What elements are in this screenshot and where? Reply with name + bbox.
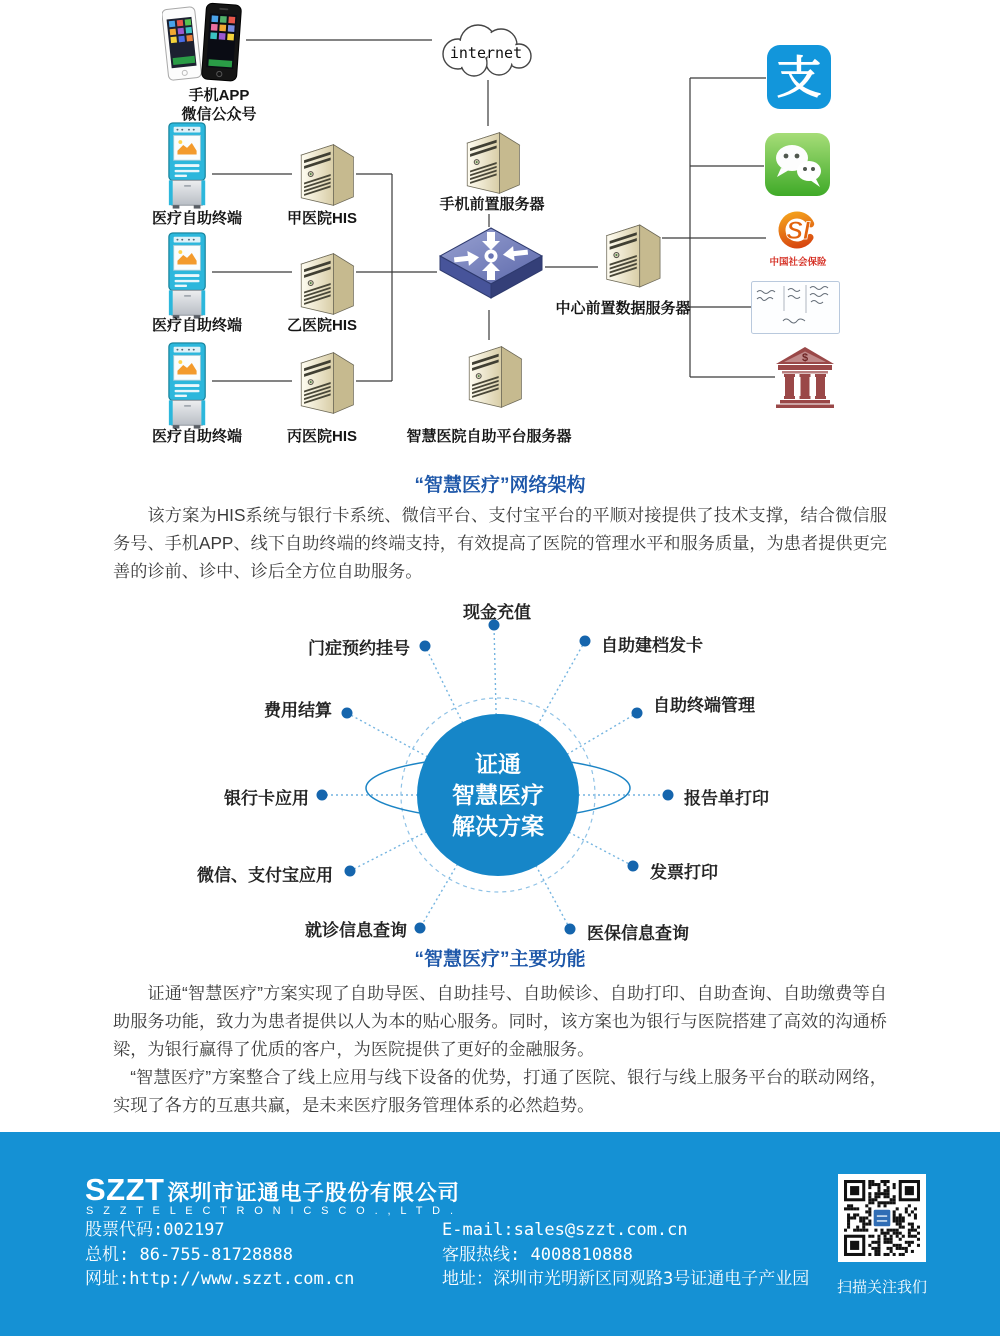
stock-code: 股票代码:002197 — [85, 1220, 225, 1240]
closing-paragraph-1: 证通“智慧医疗”方案实现了自助导医、自助挂号、自助候诊、自助打印、自助查询、自助缴费等自助服务功能，致力为患者提供以人为本的贴心服务。同时，该方案也为银行与医院搭建了高效的沟通桥梁，为银行赢得了优质的客户，为医院提供了更好的金融服务。 — [113, 983, 887, 1059]
service-hotline: 客服热线: 4008810888 — [442, 1244, 633, 1265]
platform-server-label: 智慧医院自助平台服务器 — [406, 428, 572, 445]
company-name-cn: 深圳市证通电子股份有限公司 — [167, 1181, 461, 1205]
social-insurance-label: 中国社会保险 — [769, 257, 827, 268]
network-caption: “智慧医疗”网络架构 — [414, 475, 586, 496]
bank-dollar-glyph: $ — [801, 352, 809, 364]
phone-label-line1: 手机APP — [188, 87, 250, 104]
terminal-label-3: 医疗自助终端 — [151, 428, 243, 445]
mobile-front-server-icon — [458, 126, 522, 200]
company-logo — [85, 1172, 460, 1208]
email-address: E-mail:sales@szzt.com.cn — [442, 1220, 688, 1240]
self-service-kiosk-icon — [164, 342, 212, 430]
center-data-server-label: 中心前置数据服务器 — [555, 300, 691, 317]
feature-appointment-registration: 门症预约挂号 — [308, 639, 410, 658]
social-insurance-icon — [763, 208, 833, 268]
svg-text:SI: SI — [786, 217, 810, 245]
hub-center-line2: 智慧医疗 — [452, 781, 544, 808]
alipay-icon — [766, 44, 832, 110]
website-url: 网址:http://www.szzt.com.cn — [85, 1269, 355, 1289]
feature-self-card-issuing: 自助建档发卡 — [601, 636, 703, 655]
hub-center-line3: 解决方案 — [452, 812, 544, 839]
logo-szzt-text: SZZT — [85, 1172, 165, 1207]
self-service-kiosk-icon — [164, 232, 212, 320]
handwritten-notes-icon — [751, 281, 840, 334]
feature-insurance-info-query: 医保信息查询 — [587, 924, 689, 943]
phone-label-line2: 微信公众号 — [181, 106, 257, 123]
wechat-icon — [764, 132, 831, 197]
internet-label: internet — [449, 44, 523, 62]
footer — [0, 1132, 1000, 1336]
network-switch-icon — [438, 226, 544, 310]
his-label-3: 丙医院HIS — [286, 428, 358, 445]
feature-wechat-alipay-app: 微信、支付宝应用 — [197, 866, 333, 885]
phone-label — [181, 86, 256, 124]
hub-caption: “智慧医疗”主要功能 — [414, 949, 586, 970]
intro-paragraph: 该方案为HIS系统与银行卡系统、微信平台、支付宝平台的平顺对接提供了技术支撑，结合微信服务号、手机APP、线下自助终端的终端支持，有效提高了医院的管理水平和服务质量，为患者提供更完善的诊前、诊中、诊后全方位自助服务。 — [113, 505, 887, 581]
his-server-icon — [292, 346, 356, 420]
his-server-icon — [292, 138, 356, 212]
feature-report-printing: 报告单打印 — [684, 789, 769, 808]
his-label-2: 乙医院HIS — [286, 317, 358, 334]
feature-invoice-printing: 发票打印 — [650, 863, 718, 882]
hub-center-line1: 证通 — [475, 750, 521, 777]
terminal-label-2: 医疗自助终端 — [151, 317, 243, 334]
self-service-kiosk-icon — [164, 122, 212, 210]
platform-server-icon — [460, 340, 524, 414]
alipay-glyph: 支 — [776, 52, 822, 103]
feature-cash-recharge: 现金充值 — [463, 603, 531, 622]
terminal-label-1: 医疗自助终端 — [151, 210, 243, 227]
company-address: 地址：深圳市光明新区同观路3号证通电子产业园 — [442, 1269, 810, 1289]
his-label-1: 甲医院HIS — [286, 210, 358, 227]
mobile-front-server-label: 手机前置服务器 — [439, 196, 545, 213]
qr-code — [838, 1174, 926, 1262]
feature-bank-card-app: 银行卡应用 — [224, 789, 309, 808]
feature-visit-info-query: 就诊信息查询 — [305, 921, 407, 940]
qr-caption: 扫描关注我们 — [836, 1279, 927, 1296]
internet-cloud-icon — [432, 16, 540, 80]
phone-number: 总机: 86-755-81728888 — [85, 1244, 293, 1265]
hub-center-label — [417, 714, 579, 876]
his-server-icon — [292, 247, 356, 321]
feature-terminal-management: 自助终端管理 — [653, 696, 755, 715]
bank-icon — [775, 346, 835, 408]
closing-paragraph-2: “智慧医疗”方案整合了线上应用与线下设备的优势，打通了医院、银行与线上服务平台的联动网络，实现了各方的互惠共赢，是未来医疗服务管理体系的必然趋势。 — [113, 1067, 887, 1115]
center-data-server-icon — [598, 218, 662, 294]
phone-graphic — [162, 2, 246, 84]
feature-fee-settlement: 费用结算 — [264, 701, 332, 720]
company-name-en: S Z Z T E L E C T R O N I C S C O . , L T D . — [86, 1205, 457, 1217]
